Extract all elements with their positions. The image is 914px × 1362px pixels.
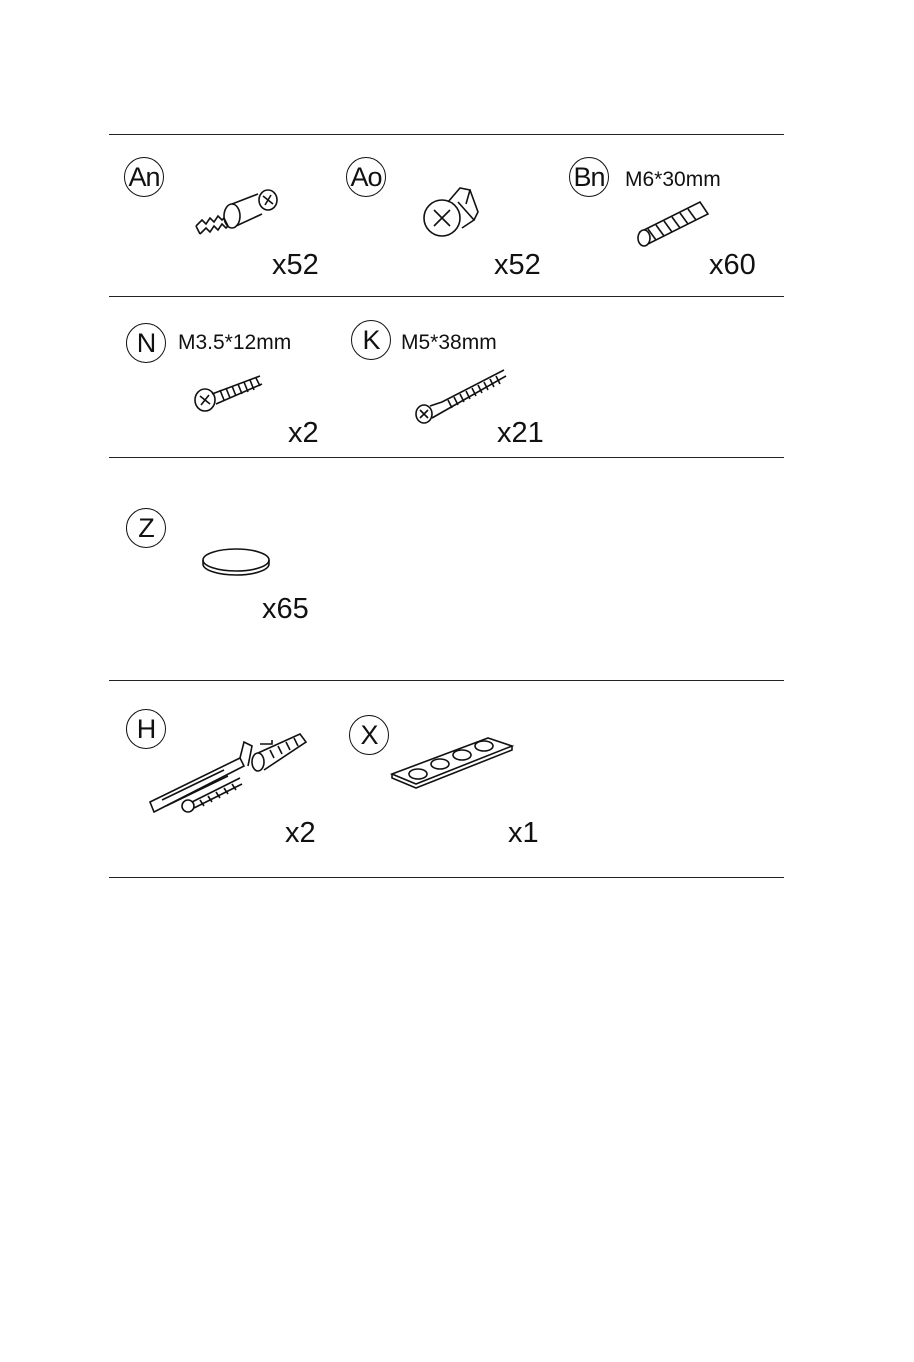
divider-top [109,134,784,135]
part-Bn-badge: Bn [569,157,609,197]
divider-row3 [109,680,784,681]
cover-cap-icon [200,546,272,580]
part-H-quantity: x2 [285,817,316,849]
part-Z-quantity: x65 [262,593,309,625]
part-Ao-quantity: x52 [494,249,541,281]
part-An-badge: An [124,157,164,197]
short-screw-icon [190,368,270,418]
cam-bolt-icon [188,182,288,242]
wall-anchor-kit-icon [140,722,320,822]
part-N-spec: M3.5*12mm [178,331,292,354]
part-An-quantity: x52 [272,249,319,281]
part-Z-badge: Z [126,508,166,548]
felt-pad-strip-icon [388,734,518,794]
part-X-quantity: x1 [508,817,539,849]
part-N-badge: N [126,323,166,363]
part-K-badge: K [351,320,391,360]
part-Ao-badge: Ao [346,157,386,197]
part-K-spec: M5*38mm [401,331,497,354]
wood-dowel-icon [628,196,718,256]
divider-row1 [109,296,784,297]
divider-bottom [109,877,784,878]
part-N-quantity: x2 [288,417,319,449]
divider-row2 [109,457,784,458]
part-K-quantity: x21 [497,417,544,449]
part-X-badge: X [349,715,389,755]
cam-lock-icon [418,182,488,242]
part-Bn-spec: M6*30mm [625,168,721,191]
part-Bn-quantity: x60 [709,249,756,281]
part-H-badge: H [126,709,166,749]
